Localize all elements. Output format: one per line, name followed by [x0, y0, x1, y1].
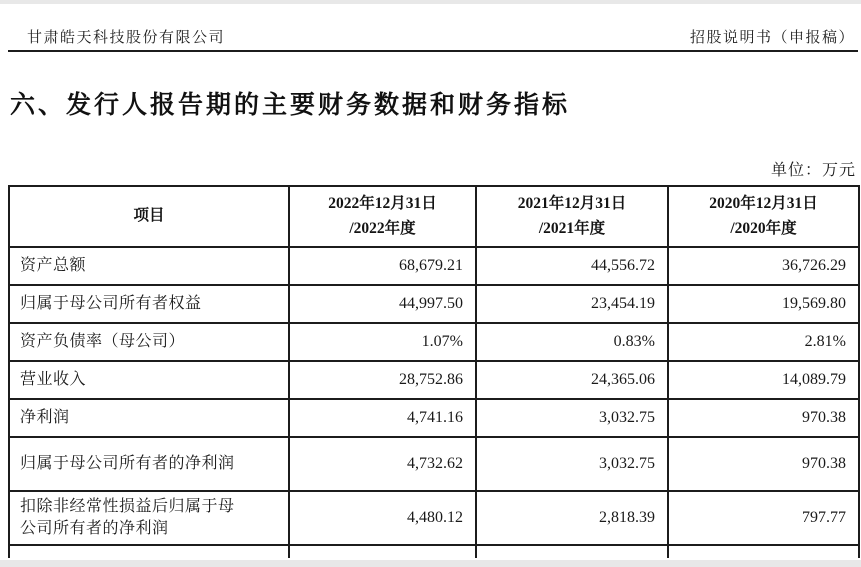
value-2022: 1.07%	[289, 323, 476, 361]
table-row	[9, 399, 859, 437]
unit-label: 单位：万元	[770, 162, 856, 179]
column-header-2021-year: /2021年度	[538, 219, 606, 237]
financial-table-container	[8, 185, 860, 558]
financial-table	[8, 185, 860, 558]
document-header	[27, 26, 855, 47]
row-label: 归属于母公司所有者权益	[9, 285, 289, 323]
value-2022: 44,997.50	[289, 285, 476, 323]
value-2021: 3,032.75	[476, 437, 668, 491]
value-2022: 4,741.16	[289, 399, 476, 437]
page-edge-top	[0, 0, 861, 4]
table-row	[9, 491, 859, 545]
value-2021: 2,818.39	[476, 491, 668, 545]
column-header-2022-year: /2022年度	[349, 219, 416, 237]
row-label: 扣除非经常性损益后归属于母公司所有者的净利润	[9, 491, 289, 545]
doc-type-label: 招股说明书（申报稿）	[689, 30, 855, 46]
value-2022	[289, 545, 476, 558]
row-label	[9, 545, 289, 558]
table-row	[9, 285, 859, 323]
column-header-item: 项目	[9, 186, 289, 247]
column-header-2021-date: 2021年12月31日	[517, 195, 627, 213]
value-2022: 28,752.86	[289, 361, 476, 399]
value-2021: 24,365.06	[476, 361, 668, 399]
value-2020: 797.77	[668, 491, 859, 545]
column-header-2020	[668, 186, 859, 247]
table-row	[9, 361, 859, 399]
header-divider	[8, 50, 858, 52]
value-2022: 68,679.21	[289, 247, 476, 285]
table-row	[9, 247, 859, 285]
page-edge-bottom	[0, 560, 861, 567]
column-header-2020-date: 2020年12月31日	[709, 195, 818, 213]
table-row-partial	[9, 545, 859, 558]
company-name: 甘肃皓天科技股份有限公司	[27, 30, 226, 46]
column-header-2021	[476, 186, 668, 247]
row-label: 资产总额	[9, 247, 289, 285]
row-label: 营业收入	[9, 361, 289, 399]
value-2021	[476, 545, 668, 558]
value-2020: 2.81%	[668, 323, 859, 361]
column-header-2020-year: /2020年度	[730, 219, 797, 237]
table-row	[9, 437, 859, 491]
value-2020: 970.38	[668, 399, 859, 437]
value-2021: 3,032.75	[476, 399, 668, 437]
value-2020: 14,089.79	[668, 361, 859, 399]
column-header-2022-date: 2022年12月31日	[328, 195, 437, 213]
column-header-2022	[289, 186, 476, 247]
table-header-row	[9, 186, 859, 247]
row-label: 净利润	[9, 399, 289, 437]
value-2022: 4,480.12	[289, 491, 476, 545]
value-2020	[668, 545, 859, 558]
section-title: 六、发行人报告期的主要财务数据和财务指标	[10, 91, 571, 119]
value-2021: 0.83%	[476, 323, 668, 361]
value-2022: 4,732.62	[289, 437, 476, 491]
value-2020: 19,569.80	[668, 285, 859, 323]
table-row	[9, 323, 859, 361]
value-2021: 44,556.72	[476, 247, 668, 285]
value-2020: 36,726.29	[668, 247, 859, 285]
row-label: 资产负债率（母公司）	[9, 323, 289, 361]
value-2021: 23,454.19	[476, 285, 668, 323]
row-label: 归属于母公司所有者的净利润	[9, 437, 289, 491]
value-2020: 970.38	[668, 437, 859, 491]
